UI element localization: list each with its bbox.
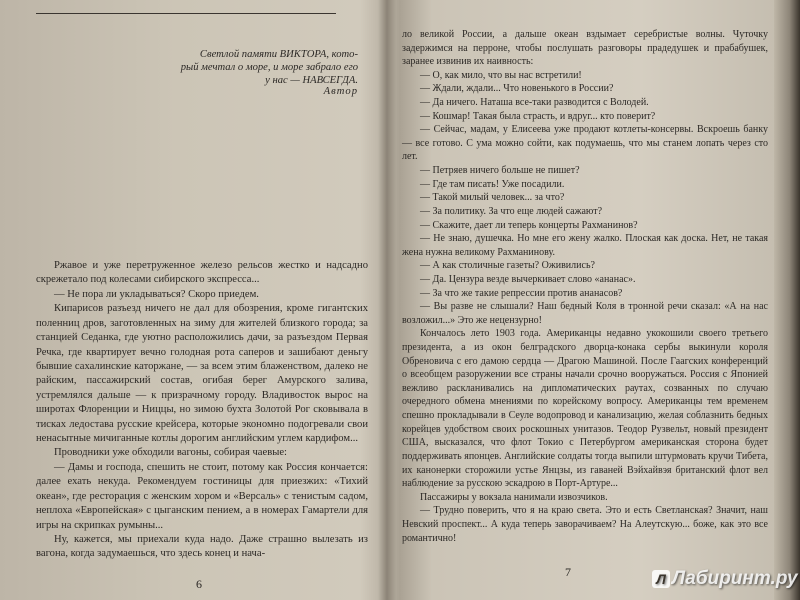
paragraph: Ну, кажется, мы приехали куда надо. Даже страшно вылезать из вагона, когда задумаешься, что здесь конец и нача-	[36, 534, 368, 560]
paragraph: Пассажиры у вокзала нанимали извозчиков.	[420, 491, 608, 503]
paragraph: — Да ничего. Наташа все-таки разводится с Володей.	[420, 97, 649, 109]
paragraph: — За что же такие репрессии против ананасов?	[420, 287, 623, 299]
paragraph: Проводники уже обходили вагоны, собирая чаевые:	[54, 447, 287, 459]
book-gutter	[378, 0, 396, 600]
paragraph: — Скажите, дает ли теперь концерты Рахманинов?	[420, 219, 638, 231]
paragraph: — Ждали, ждали... Что новенького в России?	[420, 83, 614, 95]
left-page-text	[36, 259, 368, 562]
paragraph: — За политику. За что еще людей сажают?	[420, 205, 603, 217]
paragraph: Ржавое и уже перетруженное железо рельсов жестко и надсадно скрежетало под колесами сибирского экспресса...	[36, 260, 368, 286]
epigraph-line: у нас — НАВСЕГДА.	[265, 75, 358, 86]
paragraph: Кипарисов разъезд ничего не дал для обозрения, кроме гигантских поленниц дров, заготовленных на зиму для жителей близкого города; за станцией Седанка, где уютно расположились дачи, за разъездом Первая Речка, где квартирует вечно голодная рота саперов и зашибают деньгу бывшие сахалинские каторжане, — за всем этим блаженством, далеко не райским, пассажирский состав, огибая берег Амурского залива, устремлялся дальше — к призрачному городу. Владивосток вырос на широтах Флоренции и Ниццы, но зимою бухта Золотой Рог сковывала в тисках ледостава русские крейсера, которые экономно подогревали свои ненасытные мичиганные котлы дорогим английским углем кардифом...	[36, 303, 368, 445]
paragraph: — Где там писать! Уже посадили.	[420, 178, 565, 190]
right-page-text	[402, 28, 768, 545]
paragraph: — О, как мило, что вы нас встретили!	[420, 69, 582, 81]
paragraph: — Трудно поверить, что я на краю света. Это и есть Светланская? Значит, наш Невский проспект... А куда теперь заворачиваем? На Алеутскую... боже, как это все романтично!	[402, 505, 768, 544]
paragraph: — Не знаю, душечка. Но мне его жену жалко. Плоская как доска. Нет, не такая жена нужна великому Рахманинову.	[402, 233, 768, 258]
page-edge-shadow	[774, 0, 800, 600]
page-number-left: 6	[196, 577, 202, 591]
epigraph-author: Автор	[323, 86, 358, 97]
paragraph: ло великой России, а дальше океан вздымает серебристые волны. Чуточку задержимся на перроне, чтобы послушать разговоры прадедушек и прабабушек, заранее извинив их наивность:	[402, 29, 768, 68]
page-number-right: 7	[565, 565, 571, 579]
watermark-text: Лабиринт.ру	[672, 568, 798, 589]
paragraph: — Такой милый человек... за что?	[420, 192, 565, 204]
paragraph: — Кошмар! Такая была страсть, и вдруг... кто поверит?	[420, 110, 656, 122]
paragraph: — Вы разве не слышали? Наш бедный Коля в тронной речи сказал: «А на нас возложил...» Это же нецензурно!	[402, 301, 768, 326]
epigraph	[120, 48, 358, 87]
paragraph: — Дамы и господа, спешить не стоит, потому как Россия кончается: далее ехать некуда. Рекомендуем гостиницы для приезжих: «Тихий океан», где ресторация с женским хором и «Версаль» с тенистым садом, неплоха «Европейская» с цыганским пением, а в номерах Гамартели для игры на скрипках румыны...	[36, 461, 368, 531]
paragraph: — Да. Цензура везде вычеркивает слово «ананас».	[420, 273, 636, 285]
paragraph: Кончалось лето 1903 года. Американцы недавно укокошили своего третьего президента, а из окон белградского дворца-конака сербы выкинули короля Обреновича с его дамою сердца — Драгою Машиной. После Гаагских конференций о всеобщем разоружении все страны начали срочно вооружаться. Россия с Японией вежливо раскланивались на дипломатических раутах, созванных по случаю очередного обмена мнениями по корейскому вопросу. Американцы тем временем спешно прокладывали в Сеуле водопровод и канализацию, желая соблазнить бедных корейцев удобством своих роскошных унитазов. Теодор Рузвельт, новый президент США, высказался, что флот Токио с Петербургом американская сторона будет поддерживать японцев. Английские солдаты тогда выпили штурмовать кручи Тибета, их канонерки сторожили устье Янцзы, из гаваней Вэйхайвэя британский флот вел наблюдение за русскою эскадрою в Порт-Артуре...	[402, 328, 768, 490]
epigraph-line: Светлой памяти ВИКТОРА, кото-	[199, 49, 358, 60]
paragraph: — Петряев ничего больше не пишет?	[420, 165, 580, 177]
header-rule	[36, 13, 336, 14]
epigraph-line: рый мечтал о море, и море забрало его	[180, 62, 358, 73]
labirint-logo-icon: Л	[652, 570, 670, 588]
paragraph: — Не пора ли укладываться? Скоро приедем.	[54, 288, 259, 300]
watermark	[652, 568, 798, 590]
paragraph: — А как столичные газеты? Оживились?	[420, 260, 595, 272]
paragraph: — Сейчас, мадам, у Елисеева уже продают котлеты-консервы. Вскроешь банку — все готово. С ума можно сойти, как подумаешь, что мы станем лопать через сто лет.	[402, 124, 768, 163]
